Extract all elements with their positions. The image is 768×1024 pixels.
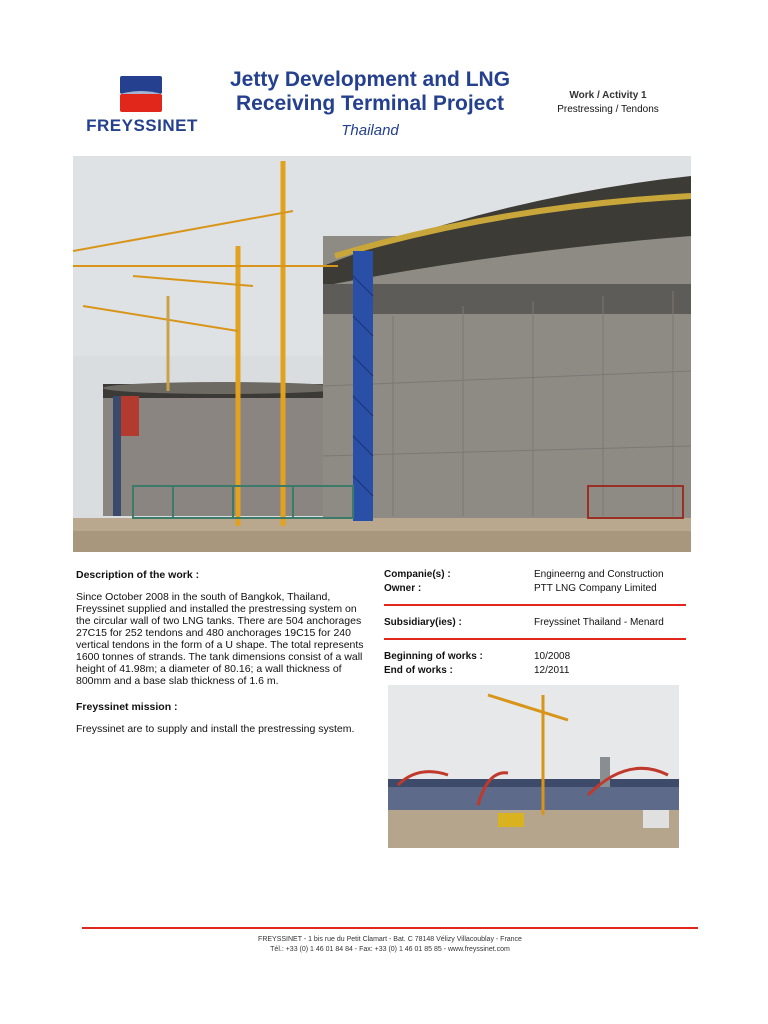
site-photo-pumps — [388, 685, 679, 848]
begin-value: 10/2008 — [534, 651, 571, 662]
subtitle: Thailand — [341, 122, 399, 139]
subsidiary-value: Freyssinet Thailand - Menard — [534, 617, 664, 628]
activity-label: Work / Activity 1 — [569, 90, 647, 101]
description-text: Since October 2008 in the south of Bangkok, Thailand, Freyssinet supplied and installed the prestressing system on the circular wall of two LNG tanks. There are 504 anchorages 27C15 for 252 tendons and 480 anchorages 19C15 for 240 vertical tendons in the form of a U shape. The total represents 1600 tonnes of strands. The tank dimensions consist of a wall height of 41.98m; a diameter of 80.16; a wall thickness of 800mm and a base slab thickness of 1.6 m. — [76, 591, 364, 687]
end-row — [384, 664, 686, 678]
mission-heading: Freyssinet mission : — [76, 701, 178, 713]
end-label: End of works : — [384, 665, 453, 676]
companies-label: Companie(s) : — [384, 569, 451, 580]
begin-row — [384, 650, 686, 664]
companies-value: Engineerng and Construction — [534, 569, 664, 580]
end-value: 12/2011 — [534, 665, 570, 676]
owner-value: PTT LNG Company Limited — [534, 583, 657, 594]
footer-divider — [82, 927, 698, 929]
project-info — [384, 568, 686, 678]
logo-flag-icon — [120, 76, 162, 112]
title-block — [210, 68, 530, 139]
footer-address: FREYSSINET - 1 bis rue du Petit Clamart - Bat. C 78148 Vélizy Villacoublay - France — [258, 936, 522, 943]
divider — [384, 638, 686, 640]
companies-row — [384, 568, 686, 582]
divider — [384, 604, 686, 606]
footer-contact: Tél.: +33 (0) 1 46 01 84 84 - Fax: +33 (0) 1 46 01 85 85 - www.freyssinet.com — [270, 946, 510, 953]
main-photo-lng-tanks — [73, 156, 691, 552]
subsidiary-row — [384, 616, 686, 630]
description-heading: Description of the work : — [76, 569, 200, 581]
title-line-2: Receiving Terminal Project — [235, 92, 505, 115]
begin-label: Beginning of works : — [384, 651, 483, 662]
activity-block — [540, 90, 676, 115]
subsidiary-label: Subsidiary(ies) : — [384, 617, 462, 628]
left-column — [76, 569, 366, 749]
logo-wordmark: FREYSSINET — [86, 116, 198, 135]
mission-text: Freyssinet are to supply and install the prestressing system. — [76, 723, 355, 735]
freyssinet-logo — [78, 76, 206, 136]
owner-row — [384, 582, 686, 596]
footer — [82, 935, 698, 955]
title-line-1: Jetty Development and LNG — [229, 68, 511, 91]
owner-label: Owner : — [384, 583, 422, 594]
activity-value: Prestressing / Tendons — [557, 104, 659, 115]
